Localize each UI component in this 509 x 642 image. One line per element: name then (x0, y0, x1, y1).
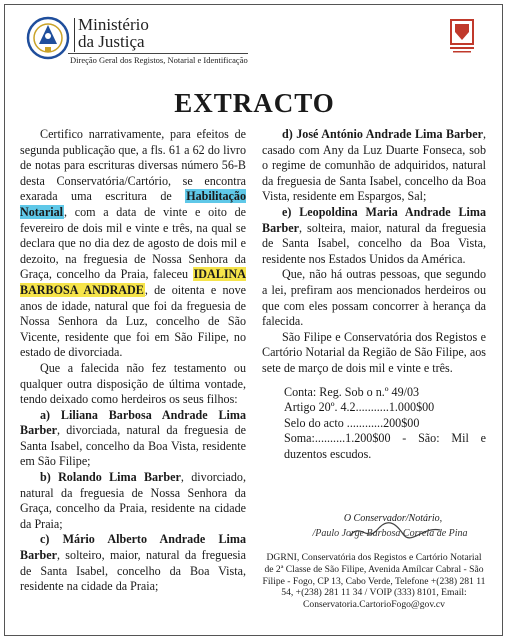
direcao-geral-label: Direção Geral dos Registos, Notarial e Identificação (70, 55, 248, 65)
ministry-line-2: da Justiça (78, 32, 145, 51)
page-title: EXTRACTO (174, 88, 335, 118)
paragraph-place-date: São Filipe e Conservatória dos Registos e Cartório Notarial da Região de São Filipe, aos sete de março de dois mil e vinte e três. (262, 329, 486, 375)
heir-b-name: b) Rolando Lima Barber (40, 470, 181, 485)
paragraph-certification (20, 127, 246, 361)
heir-a-details: , divorciada, natural da freguesia de Santa Isabel, concelho da Boa Vista, residente em São Filipe; (20, 423, 246, 469)
fees-block (284, 385, 486, 463)
habilitacao-highlight: Habilitação Notarial (20, 189, 246, 219)
left-column (20, 127, 246, 595)
fee-stamp: Selo do acto ............200$00 (284, 415, 420, 430)
signature-name: /Paulo Jorge Barbosa Correia de Pina (312, 528, 468, 539)
heir-c (20, 532, 246, 594)
heir-b-details: , divorciado, natural da freguesia de Nossa Senhora da Graça, concelho da Praia, residente na cidade da Praia; (20, 470, 246, 531)
paragraph-heirs-intro: Que a falecida não fez testamento ou qualquer outra disposição de última vontade, tendo deixado como herdeiros os seus filhos: (20, 360, 246, 407)
document-header (10, 10, 499, 70)
heir-a (20, 408, 246, 470)
heir-e-details: , solteira, maior, natural da freguesia de Santa Isabel, concelho da Boa Vista, residente nos Estados Unidos da América. (262, 220, 486, 266)
text: , de oitenta e nove anos de idade, natural que foi da freguesia de Nossa Senhora da Luz, concelho de São Vicente, residente que foi em São Filipe, no estado de divorciada. (20, 282, 246, 360)
fee-account: Conta: Reg. Sob o n.º 49/03 (284, 384, 420, 399)
paragraph-no-other-heirs: Que, não há outras pessoas, que segundo a lei, prefiram aos mencionados herdeiros ou que com eles possam concorrer à herança da falecida. (262, 267, 486, 329)
footer-address: DGRNI, Conservatória dos Registos e Cartório Notarial de 2ª Classe de São Filipe, Avenida Amílcar Cabral - São Filipe - Fogo, CP 13, Cabo Verde, Telefone +(238) 281 11 54, +(238) 281 11 34 / VOIP (333) 8101, Email: Conservatoria.CartorioFogo@gov.cv (262, 552, 486, 611)
ministry-name (78, 16, 149, 50)
registry-seal-icon (447, 18, 477, 56)
heir-b (20, 470, 246, 532)
heir-c-details: , solteiro, maior, natural da freguesia de Santa Isabel, concelho da Boa Vista, residente na cidade da Praia; (20, 548, 246, 594)
heir-d-name: d) José António Andrade Lima Barber (282, 127, 483, 141)
heir-d (262, 127, 486, 205)
fee-article: Artigo 20º. 4.2...........1.000$00 (284, 400, 435, 415)
right-column (262, 127, 486, 462)
signature-role: O Conservador/Notário, (343, 513, 443, 524)
fee-total: Soma:..........1.200$00 - São: Mil e duzentos escudos. (284, 431, 486, 461)
deceased-name-highlight: IDALINA BARBOSA ANDRADE (20, 267, 246, 297)
ministry-line-1: Ministério (78, 15, 149, 34)
text: , com a data de vinte e oito de fevereiro de dois mil e vinte e três, na qual se declara que no dia dez de agosto de dois mil e dezoito, na freguesia de Nossa Senhora da Graça, concelho da Praia, faleceu (20, 204, 246, 282)
header-rule (68, 53, 248, 54)
heir-e (262, 205, 486, 267)
heir-d-details: , casado com Any da Luz Duarte Fonseca, sob o regime de comunhão de adquiridos, natural da freguesia de Santa Isabel, concelho da Boa Vista, residente em Espargos, Sal; (262, 127, 486, 204)
heir-e-name: e) Leopoldina Maria Andrade Lima Barber (262, 204, 486, 235)
heir-c-name: c) Mário Alberto Andrade Lima Barber (20, 532, 246, 563)
text: Certifico narrativamente, para efeitos de segunda publicação que, a fls. 61 a 62 do livro de notas para escrituras diversas número 56-B desta Conservatória/Cartório, se encontra exarada uma escritura de (20, 127, 246, 204)
heir-a-name: a) Liliana Barbosa Andrade Lima Barber (20, 407, 246, 438)
cabo-verde-emblem-icon (26, 16, 70, 60)
